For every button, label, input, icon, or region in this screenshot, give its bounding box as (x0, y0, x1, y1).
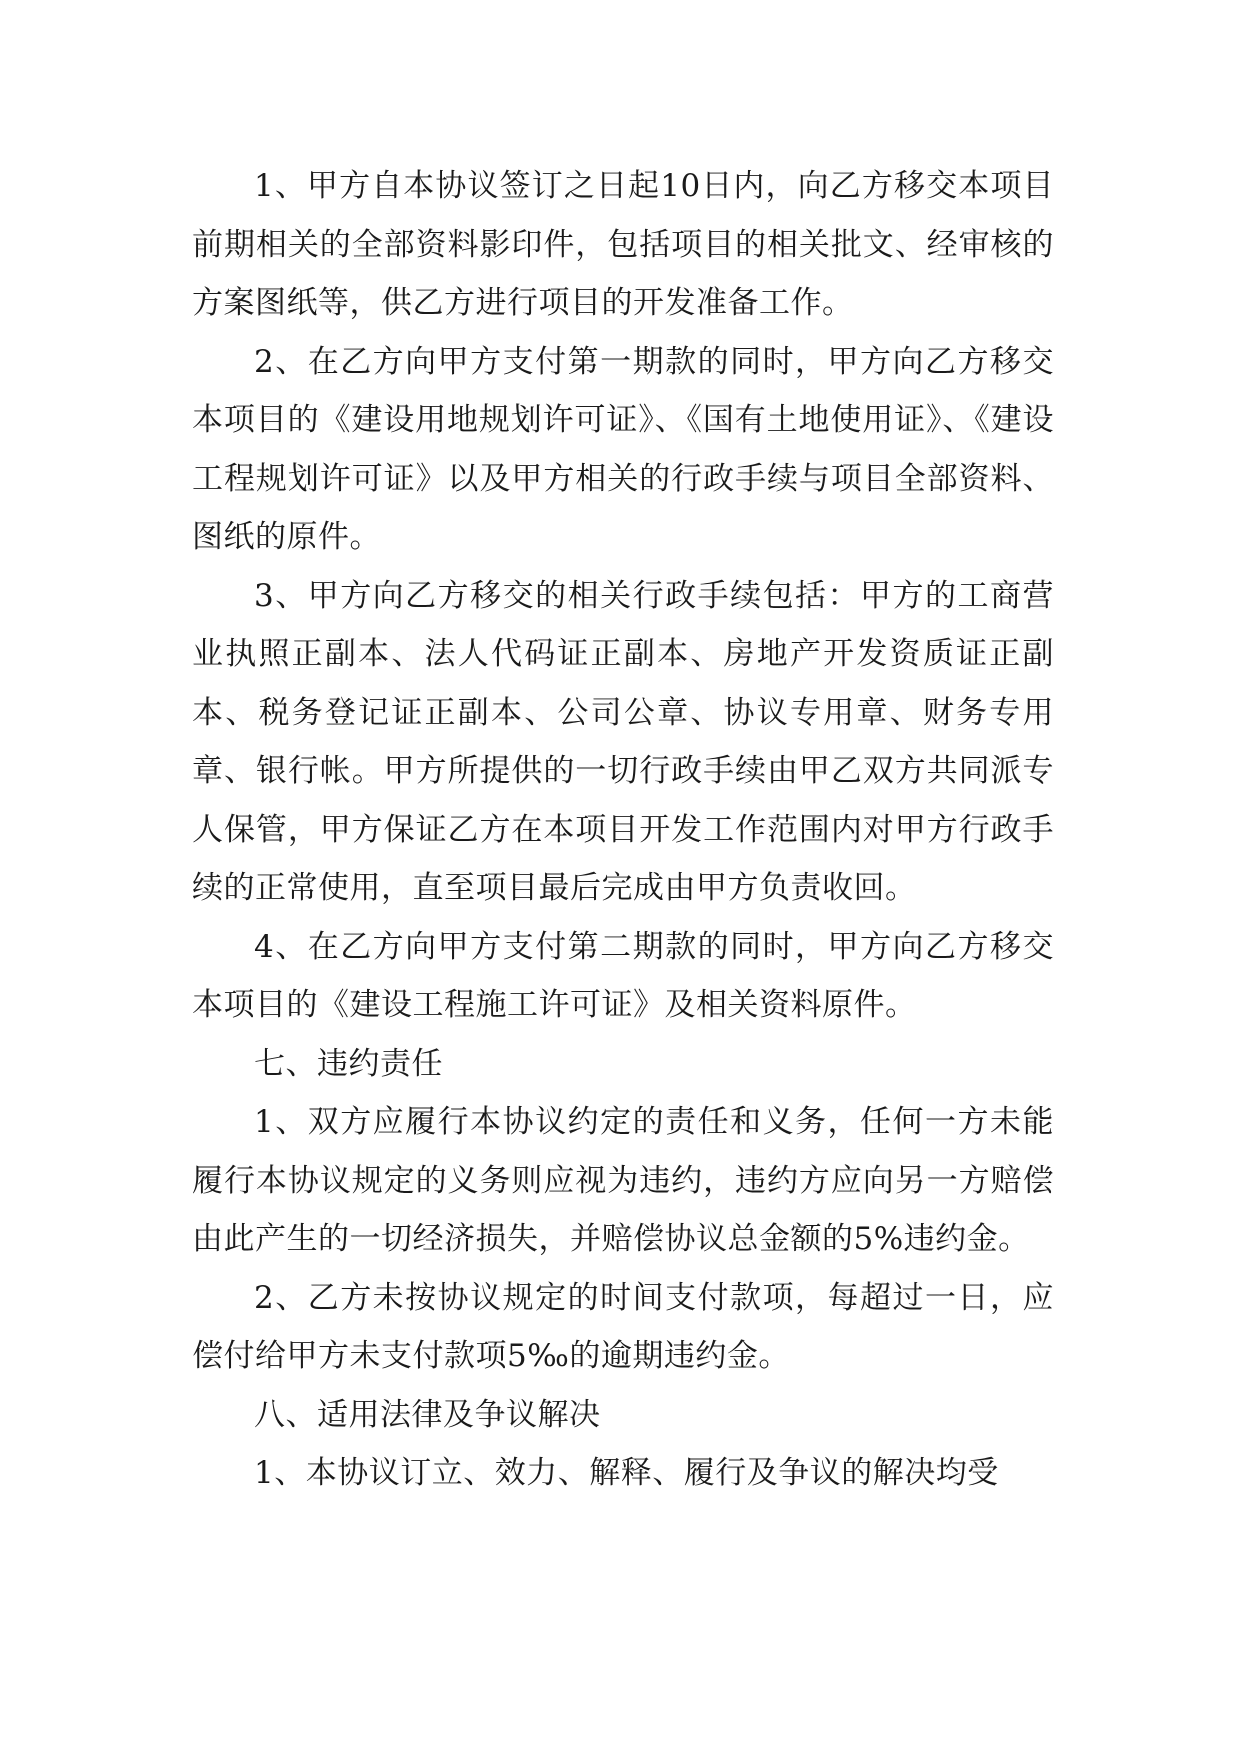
paragraph-clause-6-1: 1、甲方自本协议签订之日起10日内，向乙方移交本项目前期相关的全部资料影印件，包括项目的相关批文、经审核的方案图纸等，供乙方进行项目的开发准备工作。 (192, 168, 1054, 321)
paragraph-clause-6-3: 3、甲方向乙方移交的相关行政手续包括：甲方的工商营业执照正副本、法人代码证正副本、房地产开发资质证正副本、税务登记证正副本、公司公章、协议专用章、财务专用章、银行帐。甲方所提供的一切行政手续由甲乙双方共同派专人保管，甲方保证乙方在本项目开发工作范围内对甲方行政手续的正常使用，直至项目最后完成由甲方负责收回。 (192, 577, 1054, 906)
paragraph-clause-7-2: 2、乙方未按协议规定的时间支付款项，每超过一日，应偿付给甲方未支付款项5‰的逾期违约金。 (192, 1279, 1054, 1374)
paragraph-clause-6-2: 2、在乙方向甲方支付第一期款的同时，甲方向乙方移交本项目的《建设用地规划许可证》、《国有土地使用证》、《建设工程规划许可证》以及甲方相关的行政手续与项目全部资料、图纸的原件。 (192, 343, 1054, 555)
paragraph-clause-6-4: 4、在乙方向甲方支付第二期款的同时，甲方向乙方移交本项目的《建设工程施工许可证》及相关资料原件。 (192, 928, 1054, 1023)
paragraph-clause-7-1: 1、双方应履行本协议约定的责任和义务，任何一方未能履行本协议规定的义务则应视为违约，违约方应向另一方赔偿由此产生的一切经济损失，并赔偿协议总金额的5%违约金。 (192, 1104, 1054, 1257)
section-heading-breach-liability: 七、违约责任 (254, 1045, 443, 1082)
document-body (192, 157, 1054, 1503)
paragraph-clause-8-1: 1、本协议订立、效力、解释、履行及争议的解决均受 (254, 1455, 999, 1491)
section-heading-applicable-law: 八、适用法律及争议解决 (254, 1396, 601, 1433)
